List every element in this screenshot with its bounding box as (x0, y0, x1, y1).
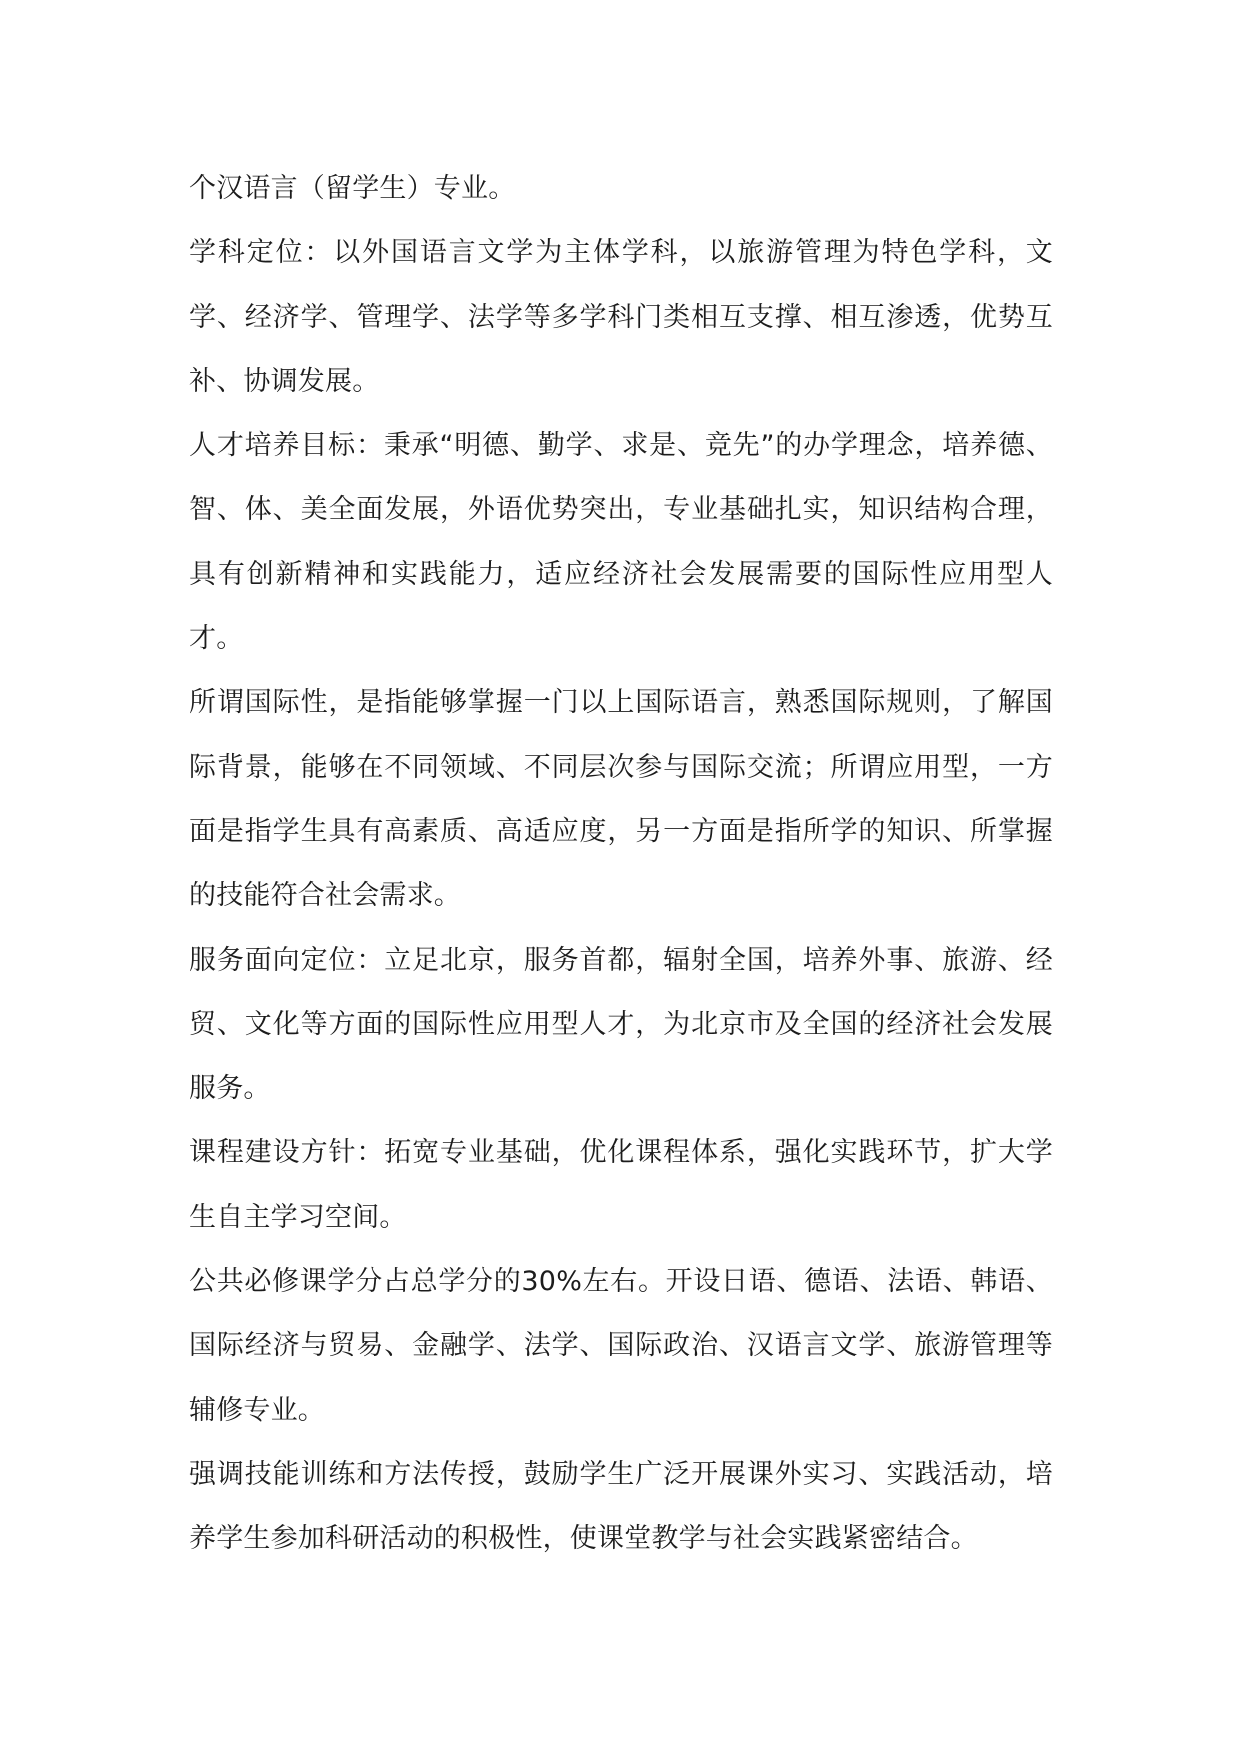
paragraph-internationality-definition: 所谓国际性，是指能够掌握一门以上国际语言，熟悉国际规则，了解国际背景，能够在不同领域、不同层次参与国际交流；所谓应用型，一方面是指学生具有高素质、高适应度，另一方面是指所学的知识、所掌握的技能符合社会需求。 (189, 687, 1053, 912)
paragraph-service-orientation: 服务面向定位：立足北京，服务首都，辐射全国，培养外事、旅游、经贸、文化等方面的国际性应用型人才，为北京市及全国的经济社会发展服务。 (189, 944, 1053, 1105)
paragraph-skills-training: 强调技能训练和方法传授，鼓励学生广泛开展课外实习、实践活动，培养学生参加科研活动的积极性，使课堂教学与社会实践紧密结合。 (189, 1458, 1053, 1555)
paragraph-talent-cultivation-goal: 人才培养目标：秉承“明德、勤学、求是、竞先”的办学理念，培养德、智、体、美全面发展，外语优势突出，专业基础扎实，知识结构合理，具有创新精神和实践能力，适应经济社会发展需要的国际性应用型人才。 (189, 430, 1053, 655)
document-body (189, 157, 1053, 1572)
paragraph-public-courses-credits: 公共必修课学分占总学分的30%左右。开设日语、德语、法语、韩语、国际经济与贸易、金融学、法学、国际政治、汉语言文学、旅游管理等辅修专业。 (189, 1266, 1053, 1426)
paragraph-major-continuation: 个汉语言（留学生）专业。 (189, 173, 516, 204)
paragraph-discipline-positioning: 学科定位：以外国语言文学为主体学科，以旅游管理为特色学科，文学、经济学、管理学、法学等多学科门类相互支撑、相互渗透，优势互补、协调发展。 (189, 237, 1053, 397)
paragraph-curriculum-policy: 课程建设方针：拓宽专业基础，优化课程体系，强化实践环节，扩大学生自主学习空间。 (189, 1137, 1053, 1233)
